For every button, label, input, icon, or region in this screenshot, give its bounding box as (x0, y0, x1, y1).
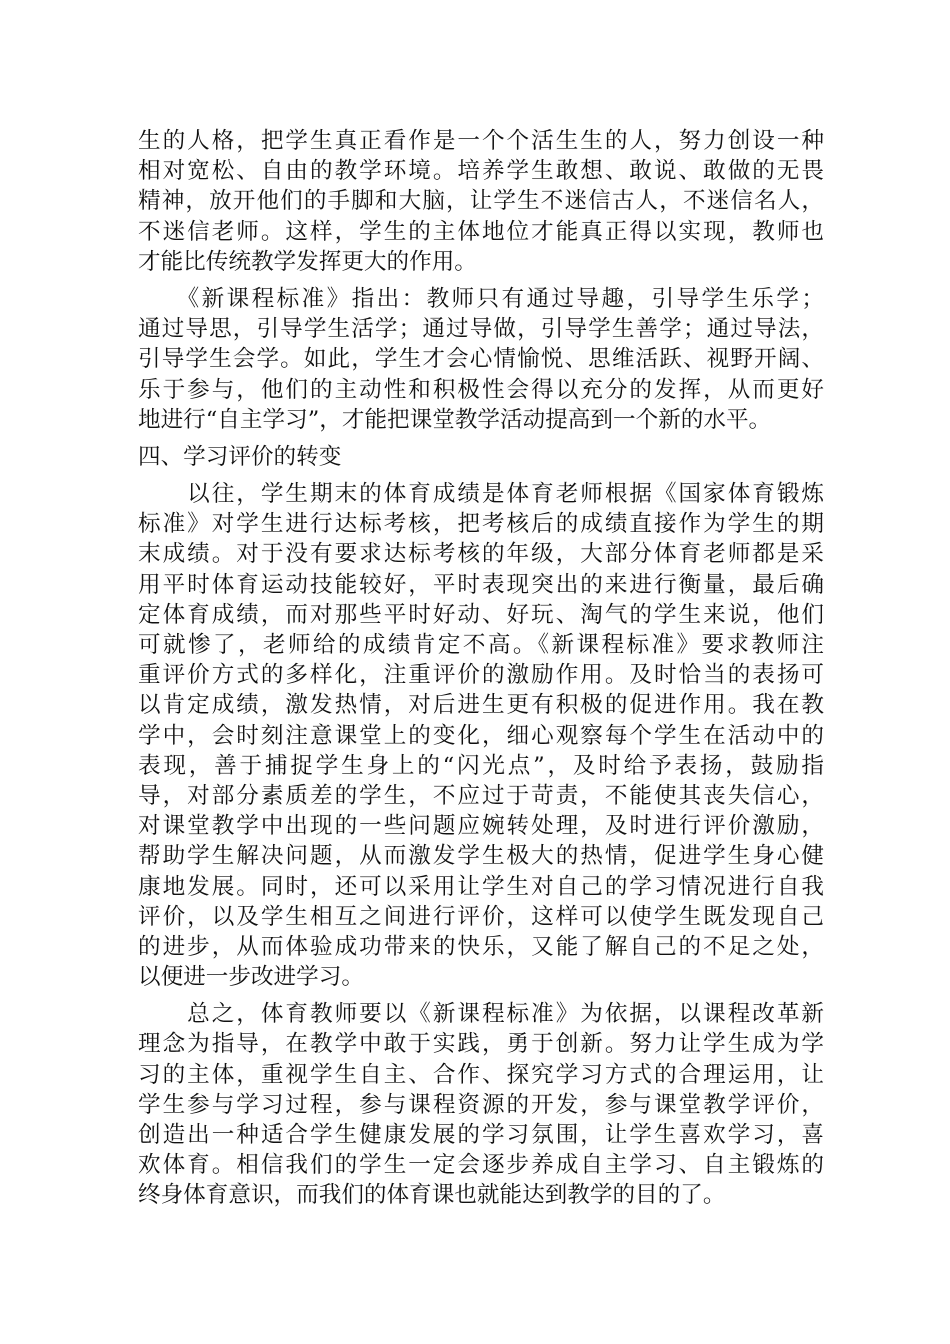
text-line: 用平时体育运动技能较好，平时表现突出的来进行衡量，最后确 (138, 571, 824, 598)
text-line: 可就惨了，老师给的成绩肯定不高。《新课程标准》要求教师注 (138, 632, 824, 658)
text-line: 以便进一步改进学习。 (138, 964, 364, 991)
text-line: 康地发展。同时，还可以采用让学生对自己的学习情况进行自我 (138, 873, 824, 900)
text-line: 引导学生会学。如此，学生才会心情愉悦、思维活跃、视野开阔、 (138, 346, 824, 373)
text-line: 定体育成绩，而对那些平时好动、好玩、淘气的学生来说，他们 (138, 601, 824, 628)
text-line: 以往，学生期末的体育成绩是体育老师根据《国家体育锻炼 (138, 481, 824, 508)
text-line: 重评价方式的多样化，注重评价的激励作用。及时恰当的表扬可 (138, 662, 824, 689)
text-line: 理念为指导，在教学中敢于实践，勇于创新。努力让学生成为学 (138, 1031, 824, 1058)
text-line: 导，对部分素质差的学生，不应过于苛责，不能使其丧失信心， (138, 782, 824, 809)
text-line: 通过导思，引导学生活学；通过导做，引导学生善学；通过导法， (138, 316, 824, 343)
text-line: 才能比传统教学发挥更大的作用。 (138, 248, 477, 275)
paragraph (138, 999, 824, 1210)
section-heading (138, 442, 824, 472)
text-line: 精神，放开他们的手脚和大脑，让学生不迷信古人，不迷信名人， (138, 188, 824, 215)
text-line: 习的主体，重视学生自主、合作、探究学习方式的合理运用，让 (138, 1061, 824, 1088)
paragraph (138, 126, 824, 277)
text-line: 乐于参与，他们的主动性和积极性会得以充分的发挥，从而更好 (138, 376, 824, 403)
text-line: 的进步，从而体验成功带来的快乐，又能了解自己的不足之处， (138, 933, 824, 960)
text-line: 地进行“自主学习”，才能把课堂教学活动提高到一个新的水平。 (138, 406, 772, 433)
paragraph-spacer (138, 277, 824, 284)
text-line: 相对宽松、自由的教学环境。培养学生敢想、敢说、敢做的无畏 (138, 158, 824, 185)
heading-text: 四、学习评价的转变 (138, 443, 342, 470)
paragraph-spacer (138, 472, 824, 479)
text-line: 学生参与学习过程，参与课程资源的开发，参与课堂教学评价， (138, 1091, 824, 1118)
paragraph (138, 479, 824, 992)
text-line: 总之，体育教师要以《新课程标准》为依据，以课程改革新 (138, 1001, 824, 1028)
text-line: 《新课程标准》指出：教师只有通过导趣，引导学生乐学； (138, 285, 824, 312)
text-line: 终身体育意识，而我们的体育课也就能达到教学的目的了。 (138, 1182, 726, 1209)
text-line: 以肯定成绩，激发热情，对后进生更有积极的促进作用。我在教 (138, 692, 824, 719)
text-line: 不迷信老师。这样，学生的主体地位才能真正得以实现，教师也 (138, 218, 824, 245)
text-line: 欢体育。相信我们的学生一定会逐步养成自主学习、自主锻炼的 (138, 1152, 824, 1179)
text-line: 创造出一种适合学生健康发展的学习氛围，让学生喜欢学习，喜 (138, 1122, 824, 1148)
document-body (138, 126, 824, 1211)
text-line: 帮助学生解决问题，从而激发学生极大的热情，促进学生身心健 (138, 843, 824, 870)
paragraph-spacer (138, 435, 824, 442)
text-line: 末成绩。对于没有要求达标考核的年级，大部分体育老师都是采 (138, 541, 824, 568)
paragraph (138, 284, 824, 435)
text-line: 评价，以及学生相互之间进行评价，这样可以使学生既发现自己 (138, 903, 824, 930)
text-line: 对课堂教学中出现的一些问题应婉转处理，及时进行评价激励， (138, 813, 824, 840)
text-line: 标准》对学生进行达标考核，把考核后的成绩直接作为学生的期 (138, 511, 824, 538)
paragraph-spacer (138, 992, 824, 999)
text-line: 生的人格，把学生真正看作是一个个活生生的人，努力创设一种 (138, 128, 824, 154)
text-line: 表现，善于捕捉学生身上的“闪光点”，及时给予表扬，鼓励指 (138, 752, 824, 779)
text-line: 学中，会时刻注意课堂上的变化，细心观察每个学生在活动中的 (138, 722, 824, 749)
